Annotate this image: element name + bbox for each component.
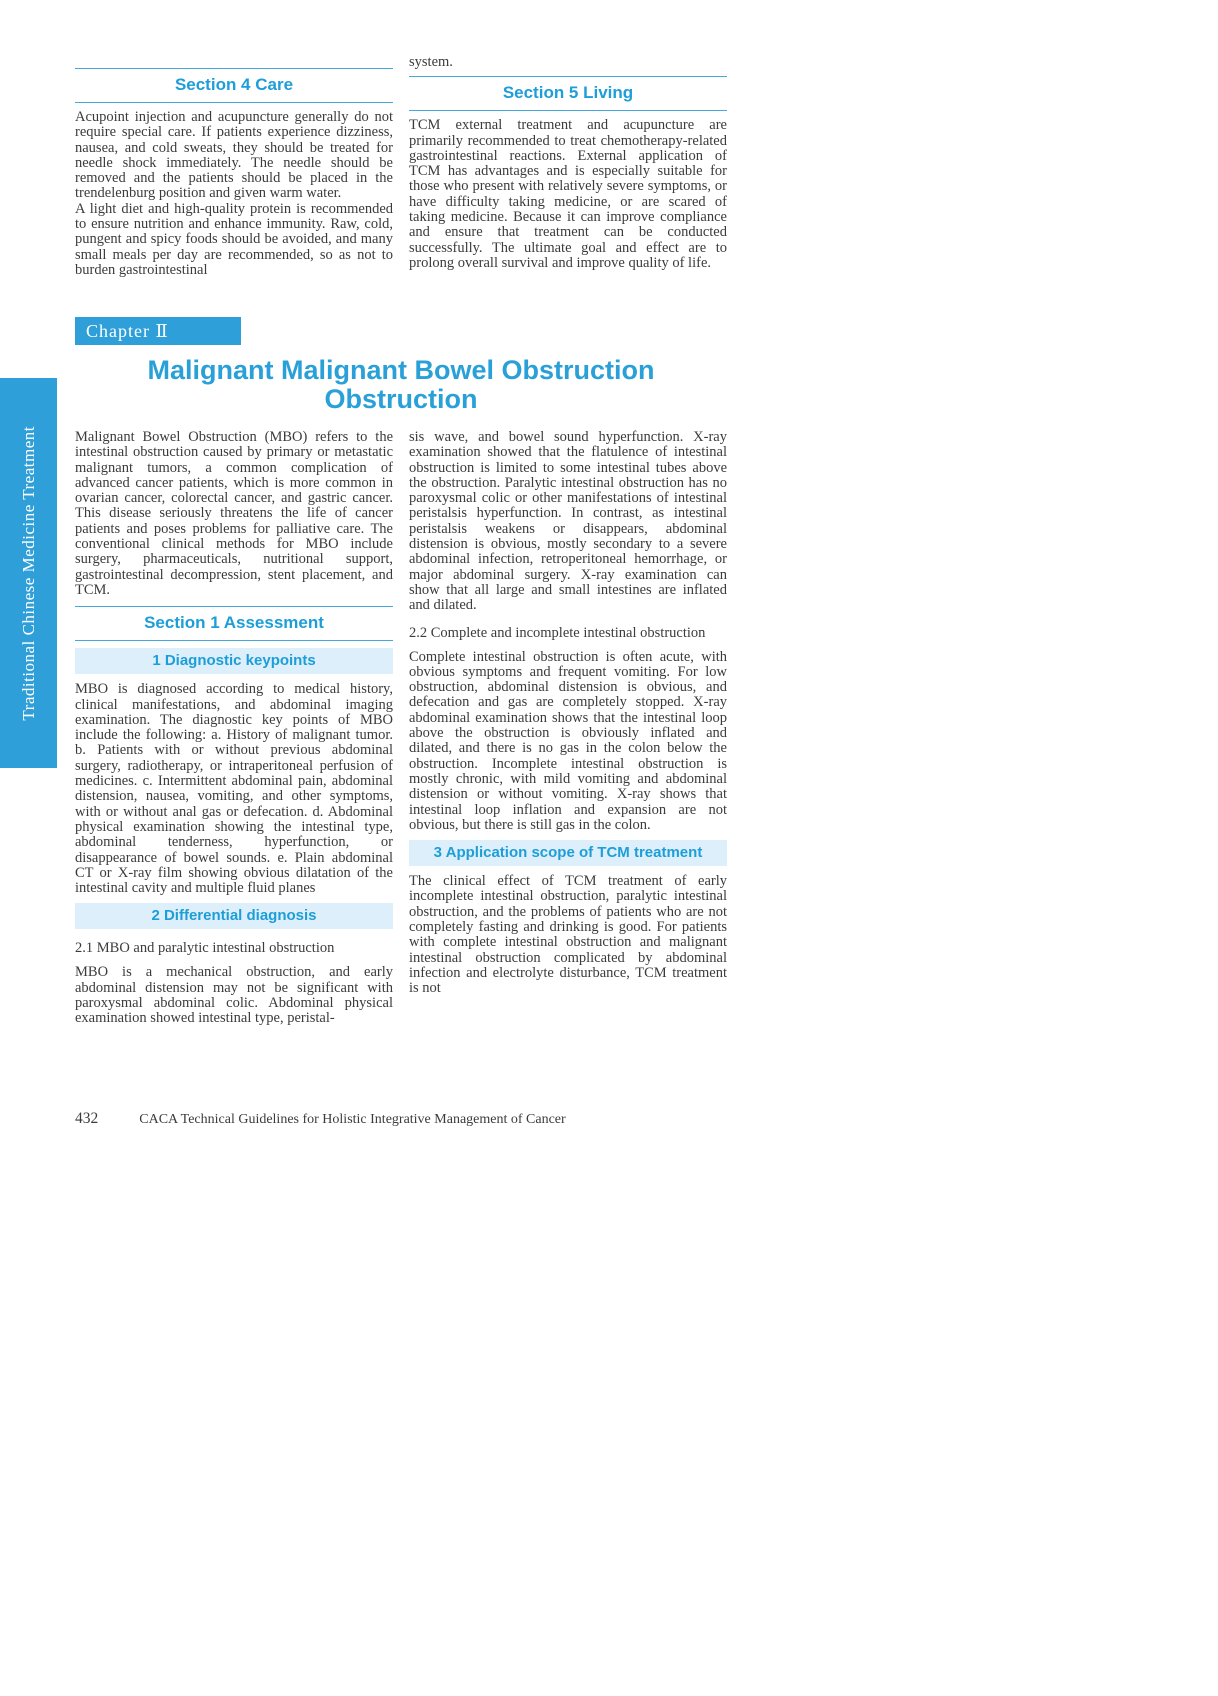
section-4-paragraph-2: A light diet and high-quality protein is recommended to ensure nutrition and enhance immunity. Raw, cold, pungent and spicy foods should be avoided, and many small meals per day are recommended, so as not to burden gastrointestinal <box>75 200 393 278</box>
top-left-column <box>75 68 393 278</box>
carryover-text: system. <box>409 54 453 70</box>
body-left-column <box>75 430 393 1027</box>
top-right-column <box>409 55 727 271</box>
section-5-heading: Section 5 Living <box>409 76 727 111</box>
application-scope-heading: 3 Application scope of TCM treatment <box>409 840 727 866</box>
diagnostic-keypoints-paragraph: MBO is diagnosed according to medical history, clinical manifestations, and abdominal imaging examination. The diagnostic key points of MBO include the following: a. History of malignant tumor. b. Patients with or without previous abdominal surgery, radiotherapy, or intraperitoneal perfusion of medicines. c. Intermittent abdominal pain, abdominal distension, nausea, vomiting, and other symptoms, with or without anal gas or defecation. d. Abdominal physical examination showing the intestinal type, abdominal tenderness, hyperfunction, or disappearance of bowel sounds. e. Plain abdominal CT or X-ray film showing obvious dilatation of the intestinal cavity and multiple fluid planes <box>75 681 393 897</box>
page-footer <box>75 1110 725 1128</box>
differential-sub1-heading: 2.1 MBO and paralytic intestinal obstruction <box>75 940 335 957</box>
differential-diagnosis-heading: 2 Differential diagnosis <box>75 903 393 929</box>
section-1-heading: Section 1 Assessment <box>75 606 393 641</box>
body-right-column <box>409 430 727 997</box>
section-4-heading: Section 4 Care <box>75 68 393 103</box>
chapter-title <box>75 356 727 414</box>
page-number: 432 <box>75 1110 99 1127</box>
differential-sub1-paragraph-left: MBO is a mechanical obstruction, and early abdominal distension may not be significant with paroxysmal abdominal colic. Abdominal physical examination showed intestinal type, peristal- <box>75 964 393 1027</box>
intro-paragraph: Malignant Bowel Obstruction (MBO) refers to the intestinal obstruction caused by primary or metastatic malignant tumors, a common complication of advanced cancer patients, which is more common in ovarian cancer, colorectal cancer, and gastric cancer. This disease seriously threatens the life of cancer patients and poses problems for palliative care. The conventional clinical methods for MBO include surgery, pharmaceuticals, nutritional support, gastrointestinal decompression, stent placement, and TCM. <box>75 429 393 598</box>
chapter-edge-tab <box>0 378 57 768</box>
chapter-edge-tab-label: Traditional Chinese Medicine Treatment <box>18 425 38 721</box>
section-5-paragraph: TCM external treatment and acupuncture are primarily recommended to treat chemotherapy-related gastrointestinal reactions. External application of TCM has advantages and is especially suitable for those who present with relatively severe symptoms, or have difficulty taking medicine, or are scared of taking medicine. Because it can improve compliance and ensure that treatment can be conducted successfully. The ultimate goal and effect are to prolong overall survival and improve quality of life. <box>409 117 727 271</box>
diagnostic-keypoints-heading: 1 Diagnostic keypoints <box>75 648 393 674</box>
section-4-paragraph-1: Acupoint injection and acupuncture generally do not require special care. If patients experience dizziness, nausea, and cold sweats, they should be treated for needle shock immediately. The needle should be removed and the patients should be placed in the trendelenburg position and given warm water. <box>75 109 393 202</box>
differential-sub1-paragraph-right: sis wave, and bowel sound hyperfunction. X-ray examination showed that the flatulence of intestinal obstruction is limited to some intestinal tubes above the obstruction. Paralytic intestinal obstruction has no paroxysmal colic or other manifestations of intestinal peristalsis hyperfunction. In contrast, as intestinal peristalsis weakens or disappears, abdominal distension is obvious, mostly secondary to a severe abdominal infection, retroperitoneal hemorrhage, or major abdominal surgery. X-ray examination can show that all large and small intestines are inflated and dilated. <box>409 429 727 614</box>
chapter-title-line2: Obstruction <box>324 384 478 414</box>
differential-sub2-heading: 2.2 Complete and incomplete intestinal obstruction <box>409 624 706 641</box>
chapter-banner: Chapter Ⅱ <box>75 317 241 345</box>
footer-running-title: CACA Technical Guidelines for Holistic Integrative Management of Cancer <box>139 1112 566 1127</box>
chapter-title-line1: Malignant Malignant Bowel Obstruction <box>147 355 655 385</box>
differential-sub2-paragraph: Complete intestinal obstruction is often acute, with obvious symptoms and frequent vomiting. For low obstruction, abdominal distension is obvious, and defecation and gas are completely stopped. X-ray abdominal examination shows that the intestinal loop above the obstruction is obviously inflated and dilated, and there is no gas in the colon below the obstruction. Incomplete intestinal obstruction is mostly chronic, with mild vomiting and abdominal distension or without vomiting. X-ray shows that intestinal loop inflation and expansion are not obvious, but there is still gas in the colon. <box>409 648 727 833</box>
application-scope-paragraph: The clinical effect of TCM treatment of early incomplete intestinal obstruction, paralytic intestinal obstruction, and the problems of patients who are not completely fasting and drinking is good. For patients with complete intestinal obstruction and malignant intestinal obstruction complicated by abdominal infection and electrolyte disturbance, TCM treatment is not <box>409 873 727 997</box>
